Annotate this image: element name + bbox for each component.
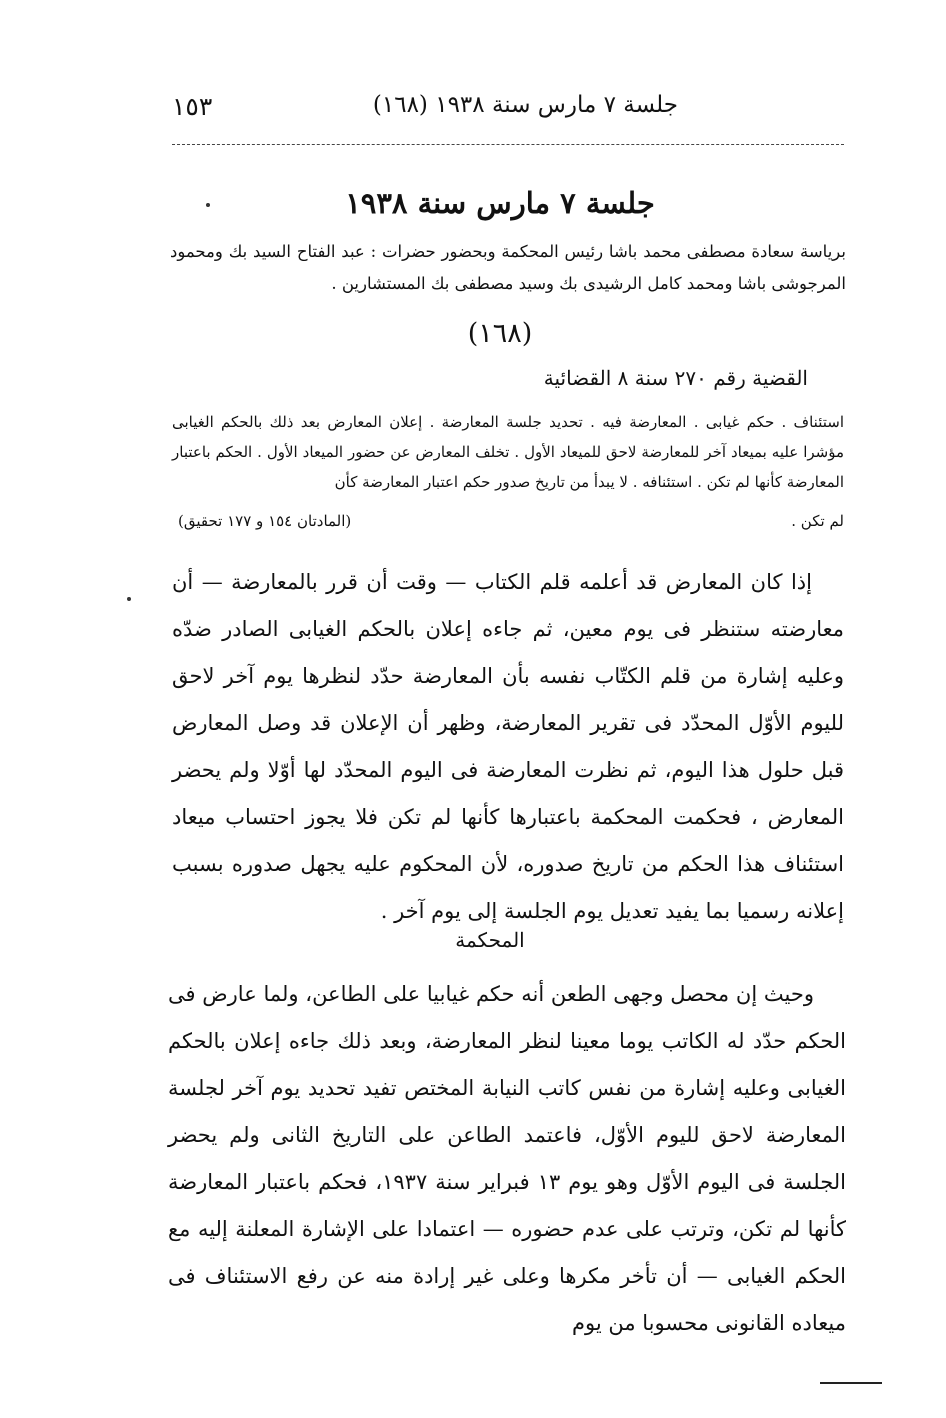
running-header xyxy=(168,92,678,132)
margin-dot xyxy=(127,597,131,601)
court-ruling xyxy=(168,971,846,1347)
header-rule xyxy=(172,144,844,145)
principle-paragraph: إذا كان المعارض قد أعلمه قلم الكتاب — وقت أن قرر بالمعارضة — أن معارضته ستنظر فى يوم معين، ثم جاءه إعلان بالحكم الغيابى الصادر ضدّه وعليه إشارة من قلم الكتّاب نفسه بأن المعارضة حدّد لنظرها يوم آخر لاحق لليوم الأوّل المحدّد فى تقرير المعارضة، وظهر أن الإعلان قد وصل المعارض قبل حلول هذا اليوم، ثم نظرت المعارضة فى اليوم المحدّد لها أوّلا ولم يحضر المعارض ، فحكمت المحكمة باعتبارها كأنها لم تكن فلا يجوز احتساب ميعاد استئناف هذا الحكم من تاريخ صدوره، لأن المحكوم عليه يجهل صدوره بسبب إعلانه رسميا بما يفيد تعديل يوم الجلسة إلى يوم آخر . xyxy=(172,570,844,923)
legal-principle xyxy=(172,559,844,935)
case-abstract-last-line: لم تكن . xyxy=(791,512,844,530)
page-number: ١٥٣ xyxy=(172,92,213,121)
presidency-text: برياسة سعادة مصطفى محمد باشا رئيس المحكمة وبحضور حضرات : عبد الفتاح السيد بك ومحمود المرجوشى باشا ومحمد كامل الرشيدى بك وسيد مصطفى بك المستشارين . xyxy=(170,242,846,293)
court-heading: المحكمة xyxy=(455,928,525,952)
ruling-paragraph: وحيث إن محصل وجهى الطعن أنه حكم غيابيا على الطاعن، ولما عارض فى الحكم حدّد له الكاتب يوما معينا لنظر المعارضة، وبعد ذلك جاءه إعلان بالحكم الغيابى وعليه إشارة من نفس كاتب النيابة المختص تفيد تحديد يوم آخر لجلسة المعارضة لاحق لليوم الأوّل، فاعتمد الطاعن على التاريخ الثانى ولم يحضر الجلسة فى اليوم الأوّل وهو يوم ١٣ فبراير سنة ١٩٣٧، فحكم باعتبار المعارضة كأنها لم تكن، وترتب على عدم حضوره — اعتمادا على الإشارة المعلنة إليه مع الحكم الغيابى — أن تأخر مكرها وعلى غير إرادة منه عن رفع الاستئناف فى ميعاده القانونى محسوبا من يوم xyxy=(168,982,847,1335)
case-articles: (المادتان ١٥٤ و ١٧٧ تحقيق) xyxy=(178,512,352,530)
case-abstract-end xyxy=(172,512,844,542)
footer-rule xyxy=(820,1382,882,1384)
case-number: (١٦٨) xyxy=(467,318,533,349)
running-title: جلسة ٧ مارس سنة ١٩٣٨ (١٦٨) xyxy=(372,92,678,118)
session-title: جلسة ٧ مارس سنة ١٩٣٨ xyxy=(345,186,655,220)
case-abstract: استئناف . حكم غيابى . المعارضة فيه . تحديد جلسة المعارضة . إعلان المعارض بعد ذلك بالحكم الغيابى مؤشرا عليه بميعاد آخر للمعارضة لاحق للميعاد الأول . تخلف المعارض عن حضور الميعاد الأول . الحكم باعتبار المعارضة كأنها لم تكن . استئنافه . لا يبدأ من تاريخ صدور حكم اعتبار المعارضة كأن xyxy=(172,413,844,491)
case-reference: القضية رقم ٢٧٠ سنة ٨ القضائية xyxy=(543,366,808,390)
margin-dot xyxy=(206,203,210,207)
